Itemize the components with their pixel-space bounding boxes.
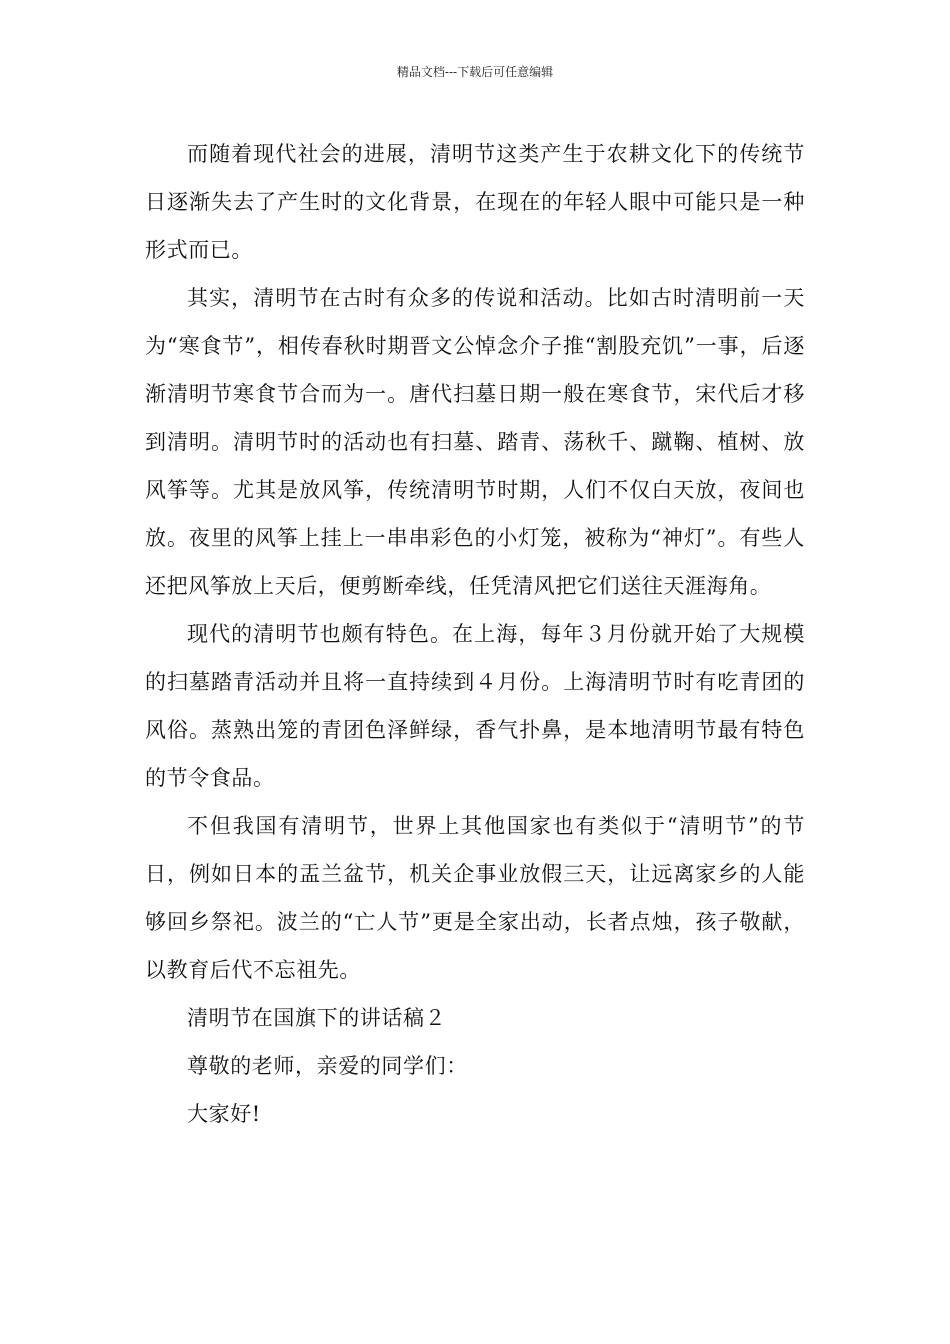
paragraph-shanghai: 现代的清明节也颇有特色。在上海，每年３月份就开始了大规模的扫墓踏青活动并且将一直持续到４月份。上海清明节时有吃青团的风俗。蒸熟出笼的青团色泽鲜绿，香气扑鼻，是本地清明节最有特色的节令食品。	[145, 622, 805, 790]
page-header: 精品文档---下载后可任意编辑	[396, 65, 554, 79]
document-body	[145, 130, 805, 1138]
paragraph-ancient-customs: 其实，清明节在古时有众多的传说和活动。比如古时清明前一天为“寒食节”，相传春秋时期晋文公悼念介子推“割股充饥”一事，后逐渐清明节寒食节合而为一。唐代扫墓日期一般在寒食节，宋代后才移到清明。清明节时的活动也有扫墓、踏青、荡秋千、蹴鞠、植树、放风筝等。尤其是放风筝，传统清明节时期，人们不仅白天放，夜间也放。夜里的风筝上挂上一串串彩色的小灯笼，被称为“神灯”。有些人还把风筝放上天后，便剪断牵线，任凭清风把它们送往天涯海角。	[145, 286, 805, 598]
speech-title: 清明节在国旗下的讲话稿２	[187, 1006, 447, 1030]
paragraph-other-countries: 不但我国有清明节，世界上其他国家也有类似于“清明节”的节日，例如日本的盂兰盆节，机关企事业放假三天，让远离家乡的人能够回乡祭祀。波兰的“亡人节”更是全家出动，长者点烛，孩子敬献，以教育后代不忘祖先。	[145, 814, 805, 982]
speech-salutation: 尊敬的老师，亲爱的同学们：	[187, 1054, 468, 1078]
paragraph-modern-society: 而随着现代社会的进展，清明节这类产生于农耕文化下的传统节日逐渐失去了产生时的文化背景，在现在的年轻人眼中可能只是一种形式而已。	[145, 142, 805, 262]
speech-greeting: 大家好!	[187, 1102, 261, 1126]
